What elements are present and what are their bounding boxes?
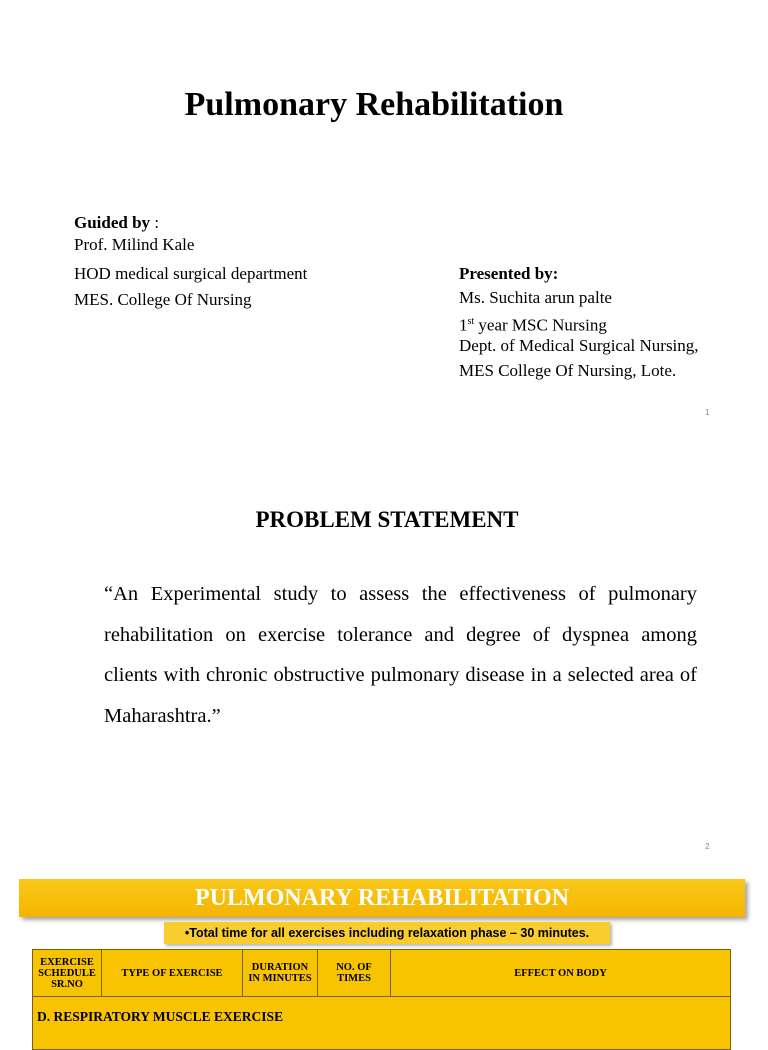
presenter-name: Ms. Suchita arun palte [459, 288, 612, 307]
table-row [33, 997, 731, 1050]
table-header-row [33, 950, 731, 997]
presented-by-label: Presented by: [459, 264, 559, 283]
problem-statement-title: PROBLEM STATEMENT [255, 507, 519, 532]
presenter-college: MES College Of Nursing, Lote. [459, 360, 677, 380]
guide-college: MES. College Of Nursing [74, 290, 252, 309]
page-number-1: 1 [705, 408, 710, 417]
presented-by-block [459, 262, 699, 383]
header-effect: EFFECT ON BODY [391, 950, 731, 997]
respiratory-exercise-row: D. RESPIRATORY MUSCLE EXERCISE [33, 997, 731, 1050]
year-text: year MSC Nursing [474, 315, 607, 335]
guide-role: HOD medical surgical department [74, 264, 308, 283]
header-type: TYPE OF EXERCISE [102, 950, 243, 997]
header-schedule: EXERCISE SCHEDULE SR.NO [33, 950, 102, 997]
rehab-banner: PULMONARY REHABILITATION [19, 879, 745, 917]
total-time-note: •Total time for all exercises including relaxation phase – 30 minutes. [164, 922, 610, 944]
presenter-dept: Dept. of Medical Surgical Nursing, [459, 335, 699, 355]
page-number-2: 2 [705, 842, 710, 851]
problem-statement-text: “An Experimental study to assess the effectiveness of pulmonary rehabilitation on exercise tolerance and degree of dyspnea among clients with chronic obstructive pulmonary disease in a selected area of Maharashtra.” [104, 583, 697, 727]
header-times: NO. OF TIMES [318, 950, 391, 997]
guided-by-colon: : [150, 213, 160, 232]
year-superscript: st [467, 316, 475, 327]
year-number: 1 [459, 315, 468, 335]
exercise-schedule-table [32, 949, 731, 1050]
guided-by-label: Guided by [74, 213, 151, 232]
guided-by-block [74, 210, 307, 313]
guide-name: Prof. Milind Kale [74, 235, 195, 254]
header-duration: DURATION IN MINUTES [243, 950, 318, 997]
slide1-title: Pulmonary Rehabilitation [184, 86, 564, 123]
